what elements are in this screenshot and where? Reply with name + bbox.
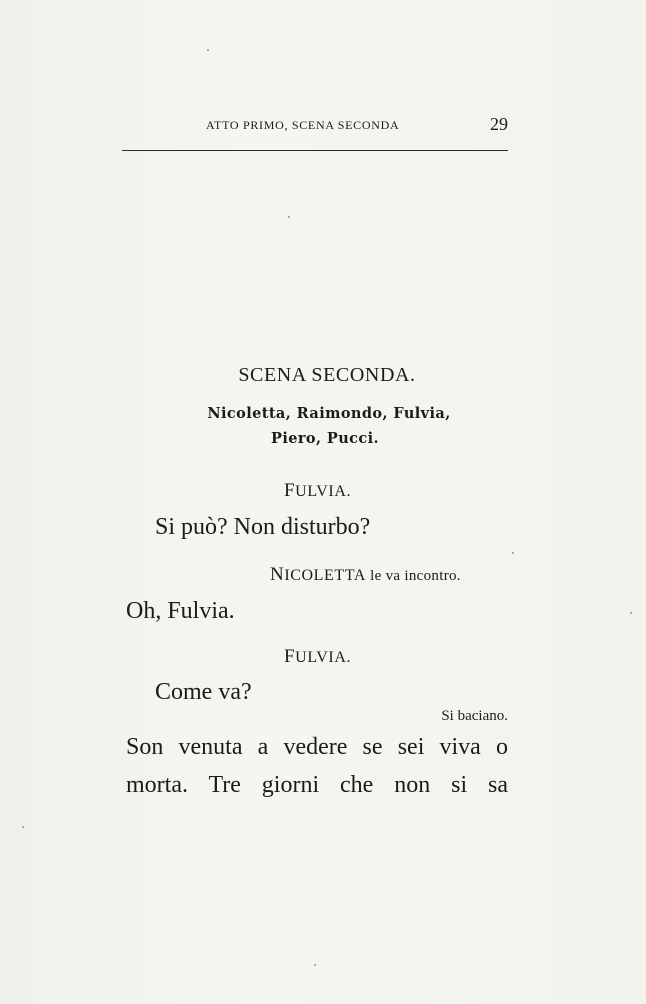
dialogue-line: Son venuta a vedere se sei viva o [126, 734, 508, 760]
speaker-heading-fulvia [284, 646, 351, 668]
header-rule [122, 150, 508, 151]
paper-speck [630, 612, 632, 614]
speaker-initial: F [284, 480, 296, 501]
speaker-name-rest: ULVIA. [295, 483, 352, 500]
paper-speck [314, 964, 316, 966]
speaker-heading-nicoletta [270, 564, 461, 586]
running-head: ATTO PRIMO, SCENA SECONDA [206, 118, 400, 132]
page-header [122, 114, 508, 136]
speaker-heading-fulvia [284, 480, 351, 502]
paper-speck [512, 552, 514, 554]
cast-list-line-1: Nicoletta, Raimondo, Fulvia, [207, 405, 451, 422]
scene-title: SCENA SECONDA. [238, 364, 416, 386]
stage-direction: Si baciano. [441, 708, 508, 724]
stage-direction-inline: le va incontro. [366, 568, 461, 584]
page-number: 29 [490, 114, 508, 134]
dialogue-line: Si può? Non disturbo? [155, 514, 371, 540]
paper-speck [207, 49, 209, 51]
speaker-initial: F [284, 646, 296, 667]
speaker-name-rest: ULVIA. [295, 649, 352, 666]
dialogue-line: Oh, Fulvia. [126, 598, 235, 624]
cast-list-line-2: Piero, Pucci. [271, 430, 379, 447]
dialogue-line: Come va? [155, 679, 252, 705]
speaker-name-rest: ICOLETTA [284, 567, 367, 584]
paper-speck [288, 216, 290, 218]
speaker-initial: N [270, 564, 285, 585]
paper-speck [22, 826, 24, 828]
dialogue-line: morta. Tre giorni che non si sa [126, 772, 508, 798]
